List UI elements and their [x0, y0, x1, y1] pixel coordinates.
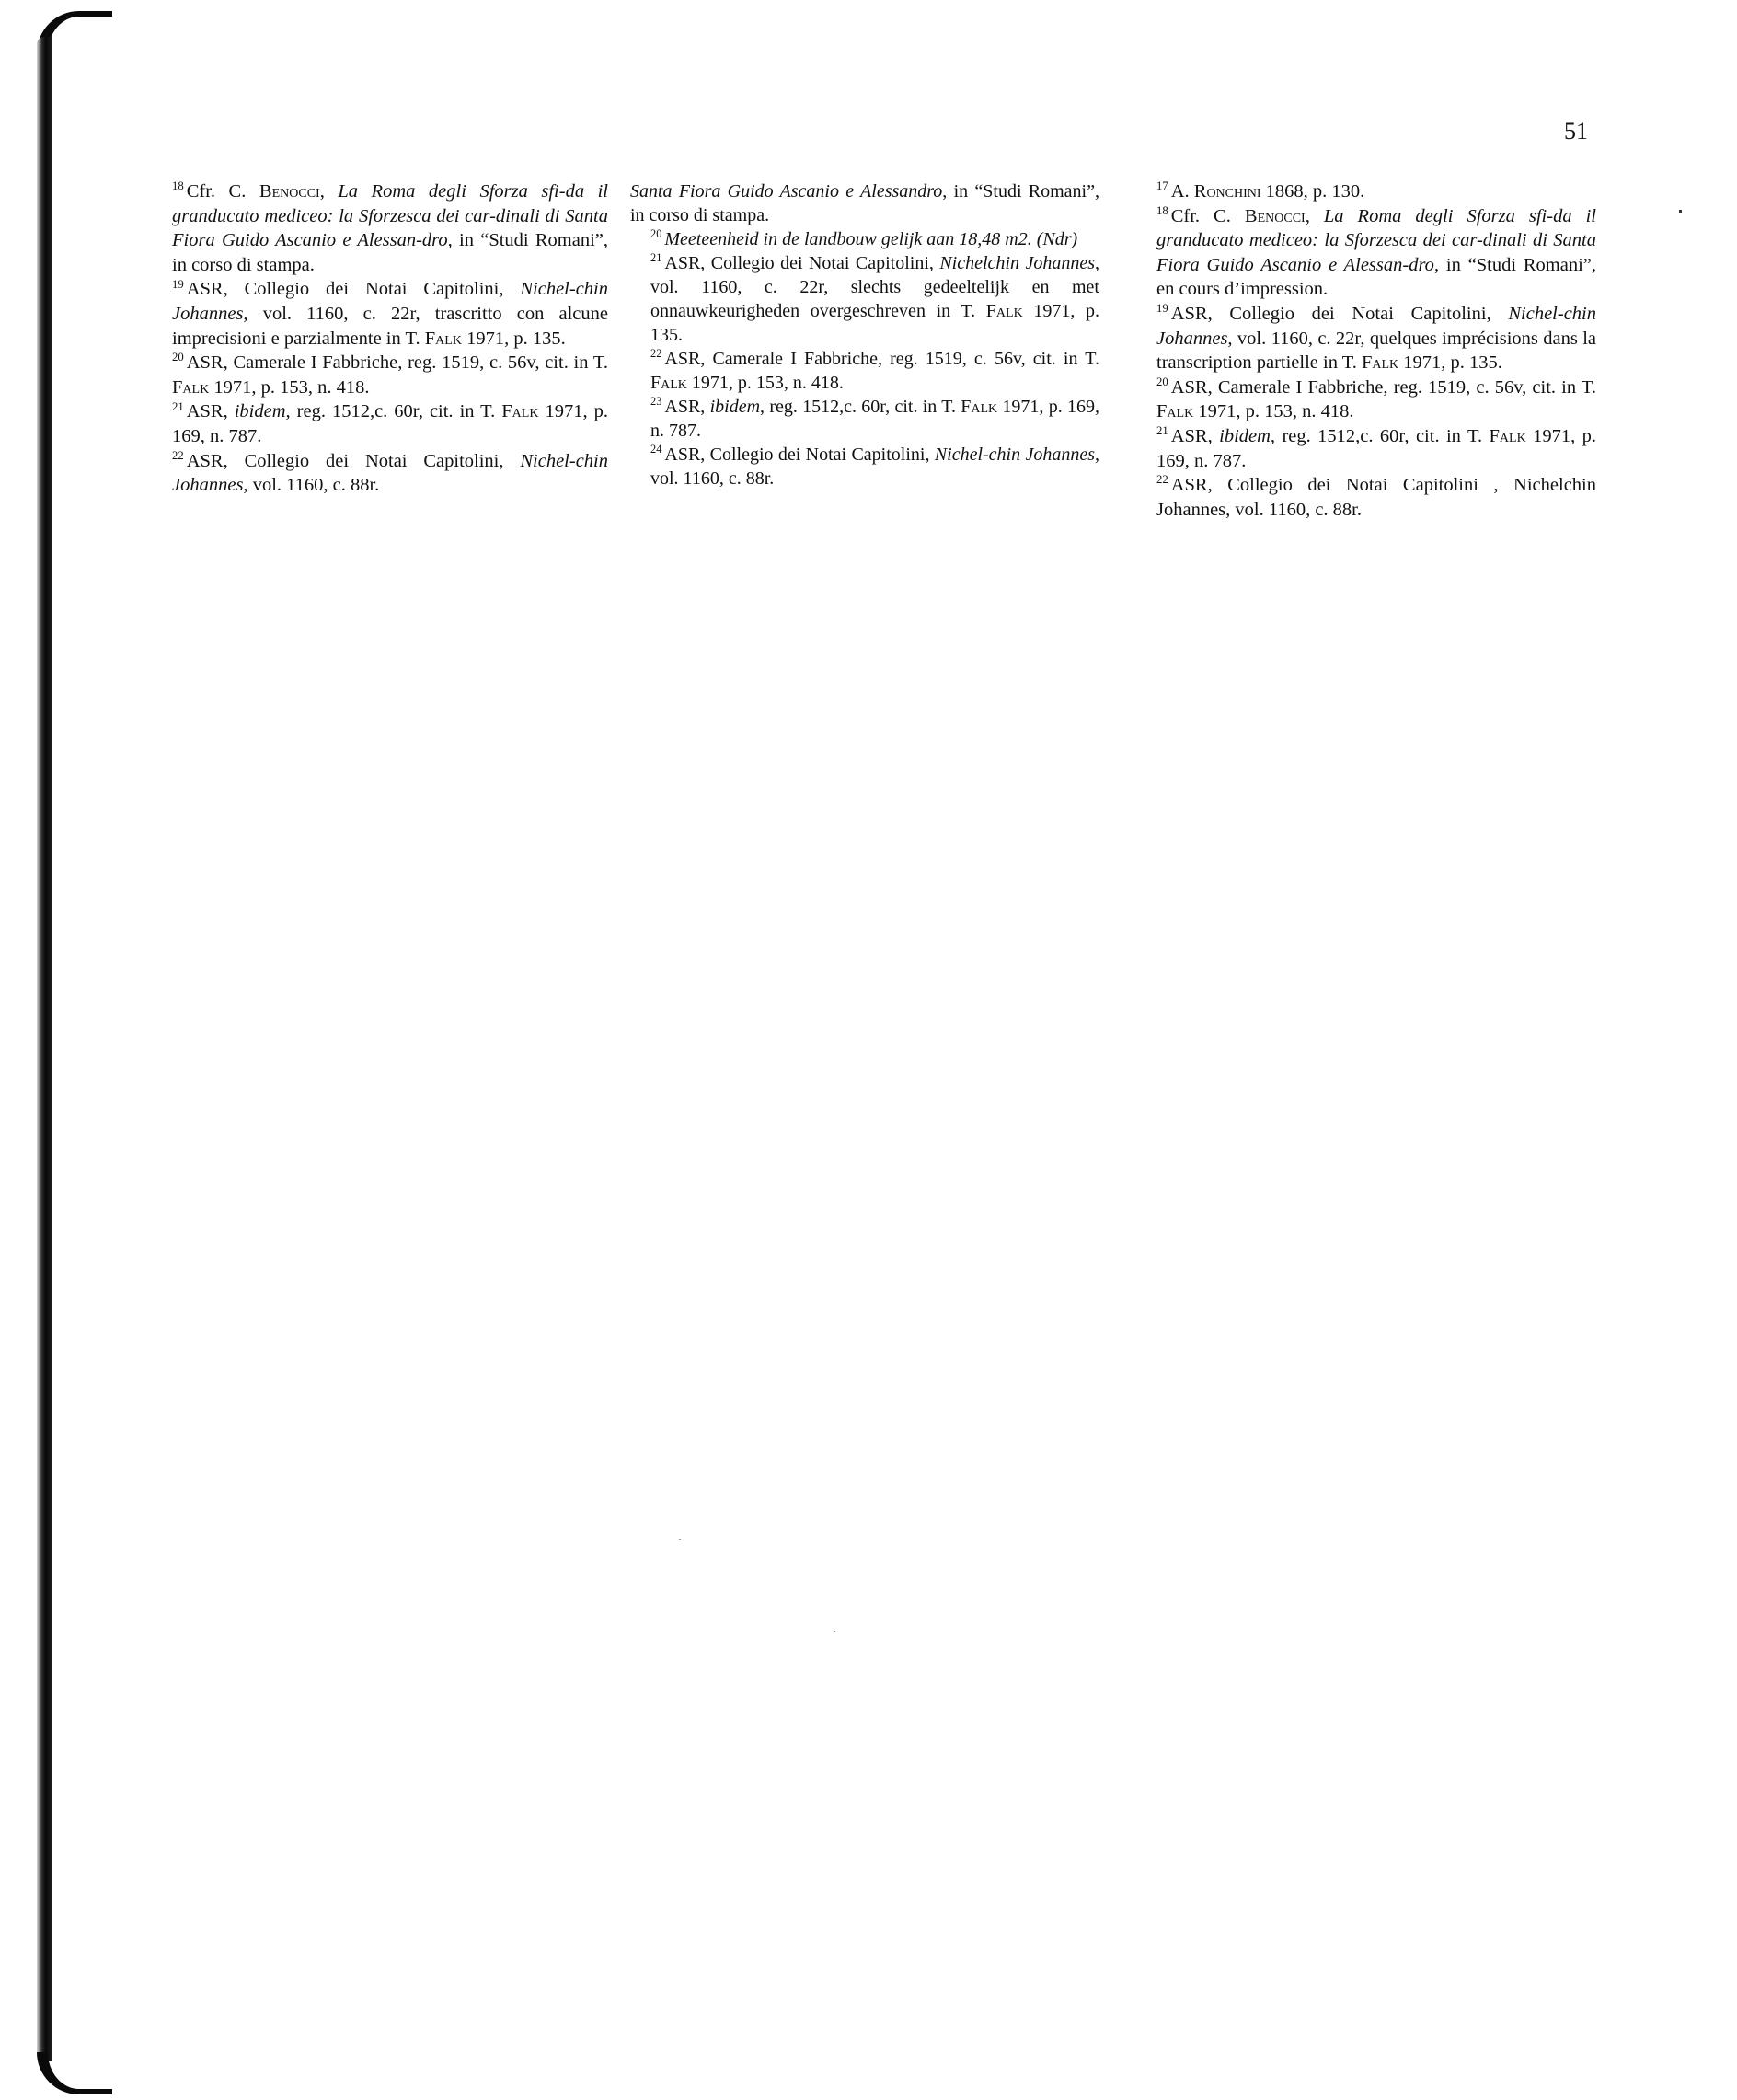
scan-speck	[834, 1631, 835, 1632]
footnote-18: $^{18}$ Cfr. C. Benocci, La Roma degli Sforza sfi-da il granducato mediceo: la Sforzesca dei car-dinali di Santa Fiora Guido Ascanio e Alessan-dro, in “Studi Romani”, en cours d’impression.	[1156, 203, 1597, 300]
footnote-number: 18	[1156, 203, 1168, 217]
footnote-21: $^{21}$ ASR, ibidem, reg. 1512,c. 60r, cit. in T. Falk 1971, p. 169, n. 787.	[1156, 424, 1596, 471]
footnote-21: $^{21}$ ASR, Collegio dei Notai Capitolini, Nichelchin Johannes, vol. 1160, c. 22r, slechts gedeeltelijk en met onnauwkeurigheden overgeschreven in T. Falk 1971, p. 135.	[650, 251, 1099, 345]
footnote-number: 21	[650, 251, 662, 265]
footnotes-column-dutch	[630, 179, 1099, 490]
footnote-number: 20	[1156, 375, 1168, 388]
footnote-number: 24	[650, 443, 662, 456]
book-spine-shadow	[0, 0, 64, 2100]
footnote-20: $^{20}$ ASR, Camerale I Fabbriche, reg. 1519, c. 56v, cit. in T. Falk 1971, p. 153, n. 418.	[1156, 375, 1596, 422]
spine-bottom-curve	[37, 2052, 112, 2094]
footnote-17: $^{17}$ A. Ronchini 1868, p. 130.	[1156, 179, 1365, 202]
footnote-23: $^{23}$ ASR, ibidem, reg. 1512,c. 60r, cit. in T. Falk 1971, p. 169, n. 787.	[650, 395, 1100, 441]
footnote-number: 18	[172, 179, 184, 193]
footnote-21: $^{21}$ ASR, ibidem, reg. 1512,c. 60r, cit. in T. Falk 1971, p. 169, n. 787.	[172, 399, 608, 446]
footnote-number: 22	[172, 448, 184, 462]
spine-bar	[37, 37, 52, 2061]
footnote-number: 21	[1156, 424, 1168, 438]
footnote-number: 22	[650, 347, 662, 361]
footnote-number: 17	[1156, 179, 1168, 193]
footnote-22: $^{22}$ ASR, Collegio dei Notai Capitolini, Nichel-chin Johannes, vol. 1160, c. 88r.	[172, 448, 608, 496]
page-number: 51	[1564, 118, 1588, 144]
footnote-24: $^{24}$ ASR, Collegio dei Notai Capitolini, Nichel-chin Johannes, vol. 1160, c. 88r.	[650, 443, 1099, 489]
footnote-19: $^{19}$ ASR, Collegio dei Notai Capitolini, Nichel-chin Johannes, vol. 1160, c. 22r, trascritto con alcune imprecisioni e parzialmente in T. Falk 1971, p. 135.	[172, 277, 608, 349]
scan-speck	[1679, 210, 1682, 213]
footnotes-column-french	[1136, 179, 1596, 522]
footnote-18: $^{18}$ Cfr. C. Benocci, La Roma degli Sforza sfi-da il granducato mediceo: la Sforzesca dei car-dinali di Santa Fiora Guido Ascanio e Alessan-dro, in “Studi Romani”, in corso di stampa.	[172, 179, 609, 275]
footnote-continuation: Santa Fiora Guido Ascanio e Alessandro, in “Studi Romani”, in corso di stampa.	[630, 181, 1099, 225]
footnote-number: 19	[172, 277, 184, 291]
footnote-number: 19	[1156, 302, 1168, 316]
footnote-number: 21	[172, 399, 184, 413]
footnote-number: 23	[650, 395, 662, 409]
footnote-22: $^{22}$ ASR, Camerale I Fabbriche, reg. 1519, c. 56v, cit. in T. Falk 1971, p. 153, n. 418.	[650, 347, 1099, 393]
footnotes-column-italian	[152, 179, 608, 498]
scan-speck	[679, 1539, 681, 1540]
footnote-20: $^{20}$ Meeteenheid in de landbouw gelijk aan 18,48 m2. (Ndr)	[650, 227, 1078, 249]
footnote-22: $^{22}$ ASR, Collegio dei Notai Capitolini , Nichelchin Johannes, vol. 1160, c. 88r.	[1156, 473, 1596, 520]
footnote-number: 20	[650, 227, 662, 241]
footnote-19: $^{19}$ ASR, Collegio dei Notai Capitolini, Nichel-chin Johannes, vol. 1160, c. 22r, quelques imprécisions dans la transcription partielle in T. Falk 1971, p. 135.	[1156, 302, 1596, 374]
footnote-number: 22	[1156, 473, 1168, 487]
footnote-20: $^{20}$ ASR, Camerale I Fabbriche, reg. 1519, c. 56v, cit. in T. Falk 1971, p. 153, n. 418.	[172, 351, 608, 398]
footnote-number: 20	[172, 351, 184, 364]
